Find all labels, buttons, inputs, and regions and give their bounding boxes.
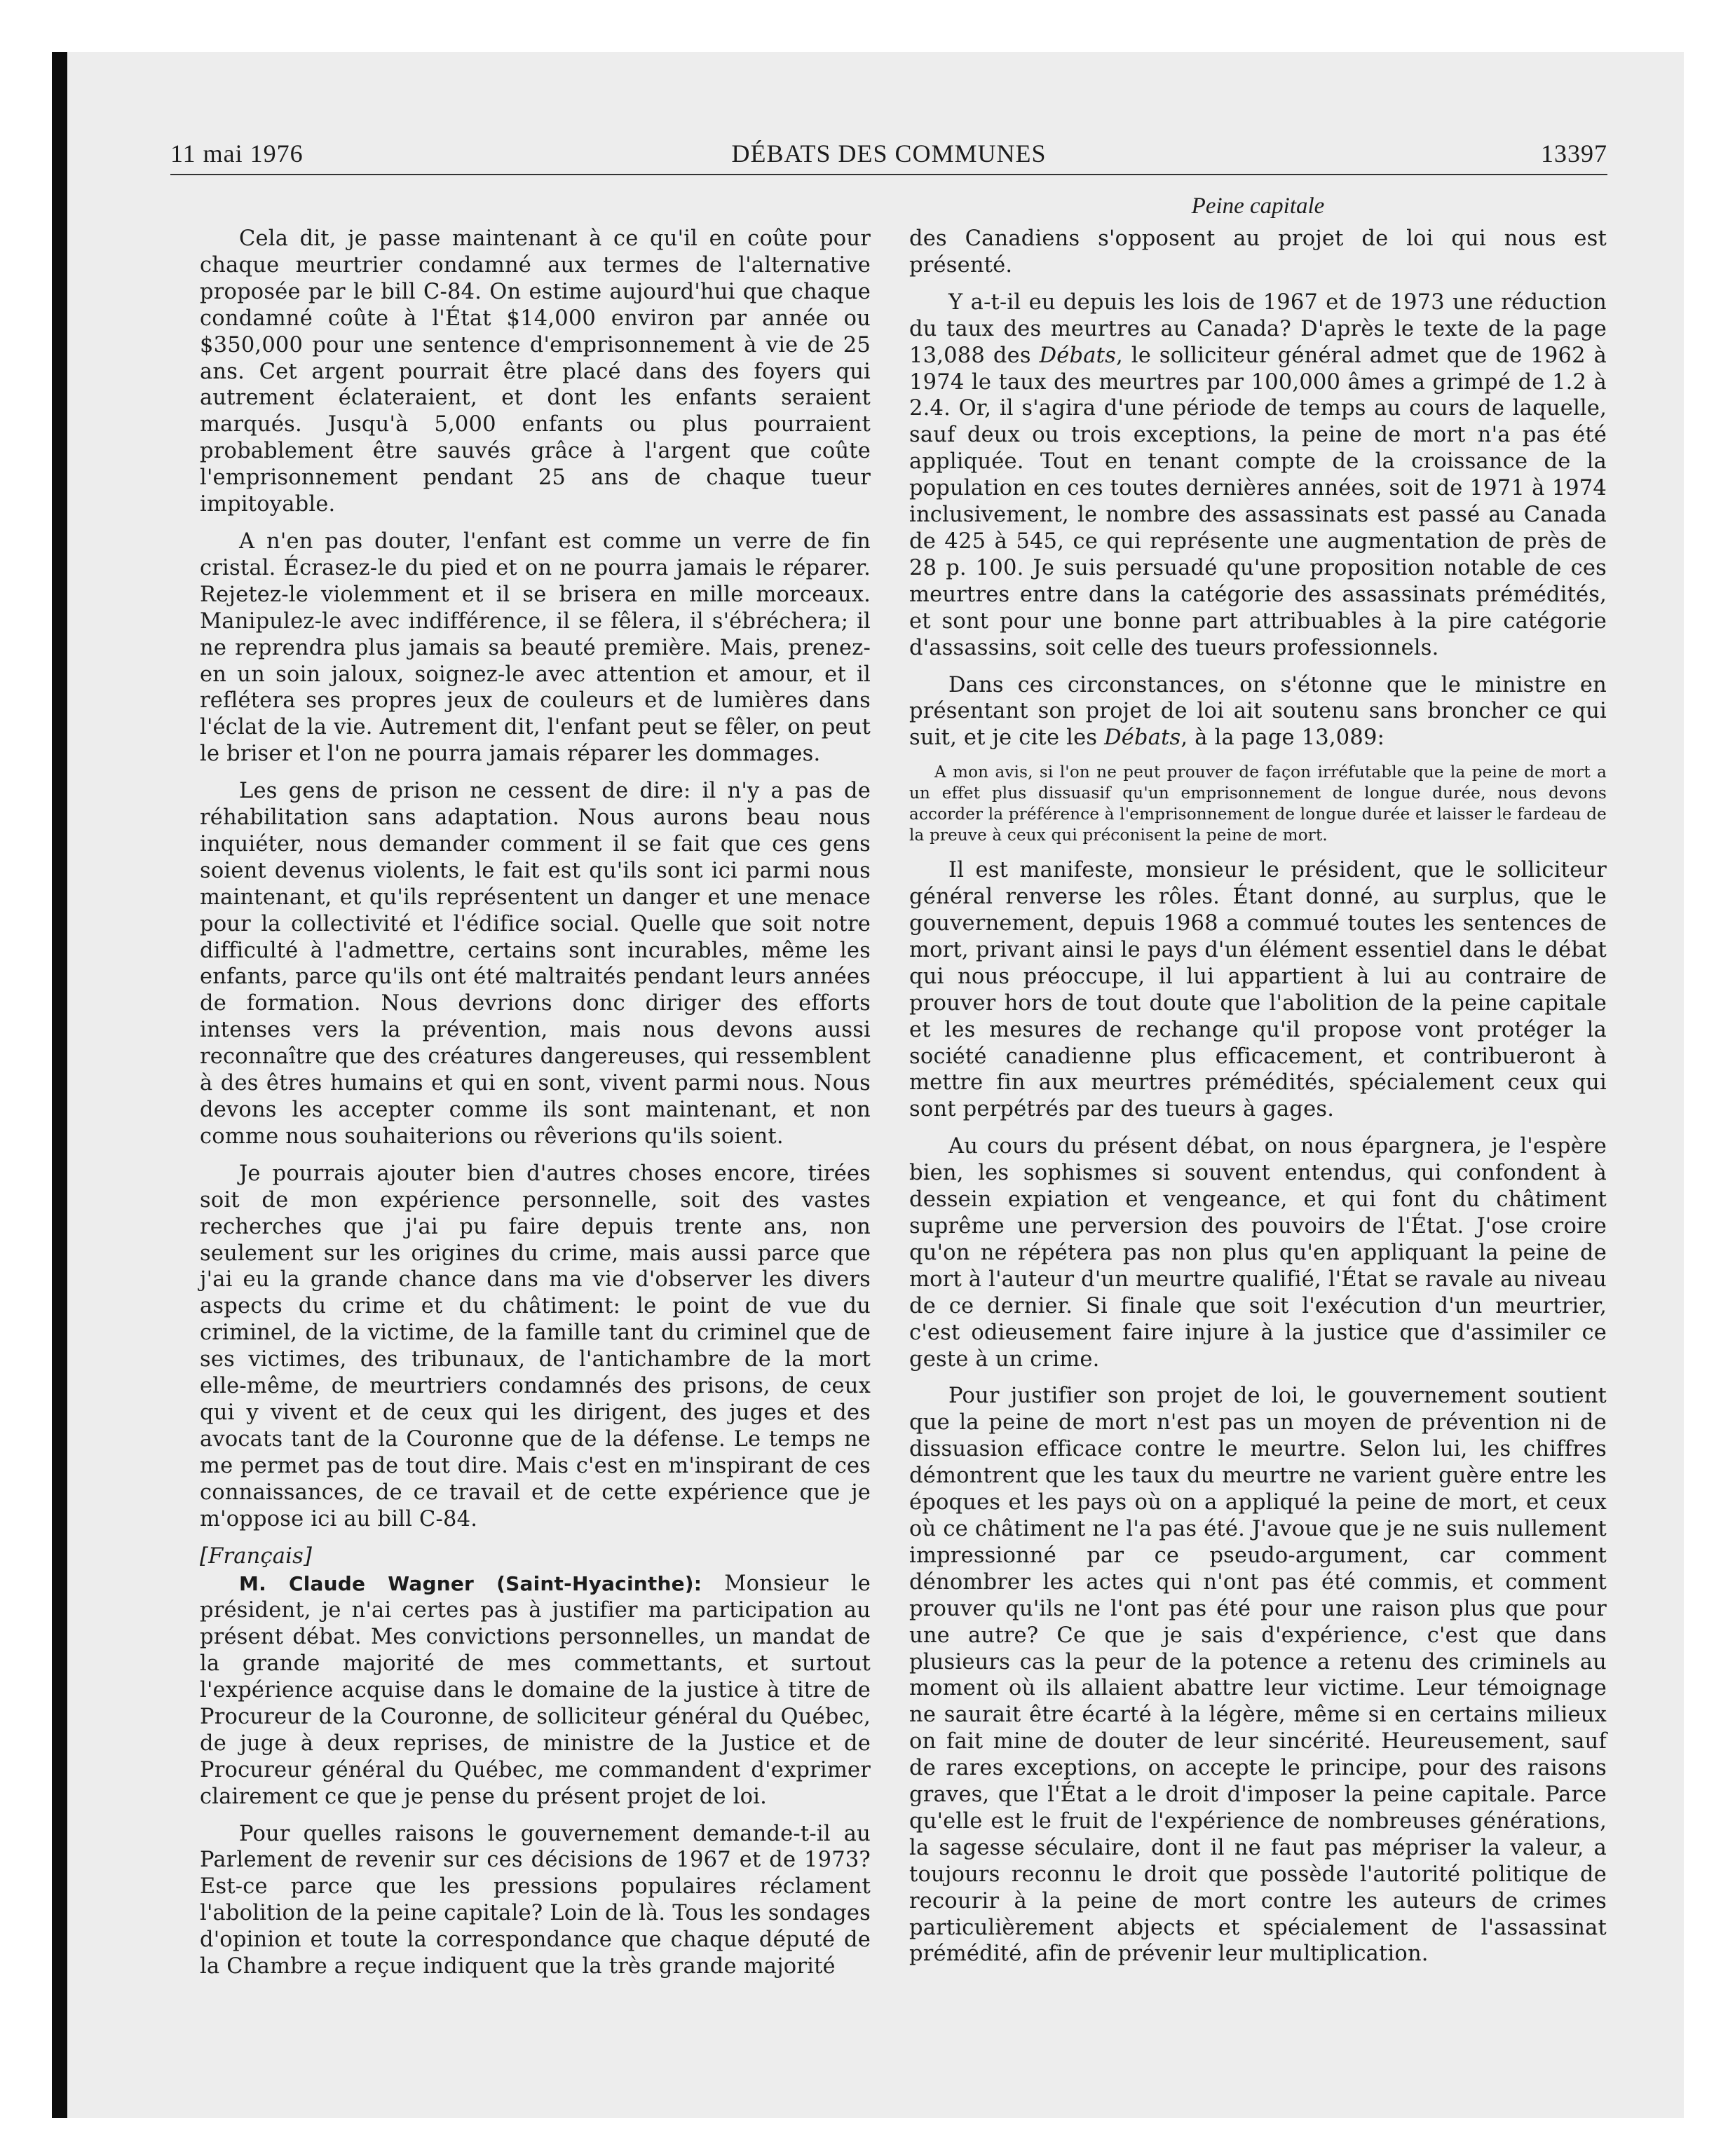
text-run: Dans ces circonstances, on s'étonne que le ministre en présentant son projet de loi ait soutenu sans broncher ce qui suit, et je cite les	[909, 672, 1607, 751]
paragraph: A n'en pas douter, l'enfant est comme un verre de fin cristal. Écrasez-le du pied et on ne pourra jamais le réparer. Rejetez-le violemment et il se brisera en mille morceaux. Manipulez-le avec indifférence, il se fêlera, il s'ébréchera; il ne reprendra plus jamais sa beauté première. Mais, prenez-en un soin jaloux, soignez-le avec attention et amour, et il reflétera ses propres jeux de couleurs et de lumières dans l'éclat de la vie. Autrement dit, l'enfant peut se fêler, on peut le briser et l'on ne pourra jamais réparer les dommages.	[200, 528, 871, 767]
text-run: , à la page 13,089:	[1181, 725, 1385, 751]
paragraph	[909, 672, 1607, 752]
italic-run: Débats	[1104, 725, 1181, 751]
speaker-paragraph	[200, 1571, 871, 1810]
section-subhead: Peine capitale	[1191, 193, 1325, 219]
header-title: DÉBATS DES COMMUNES	[731, 139, 1047, 168]
text-run: Y a-t-il eu depuis les lois de 1967 et de 1973 une réduction du taux des meurtres au Canada? D'après le texte de la page 13,088 des	[909, 289, 1607, 368]
speaker-name: M. Claude Wagner (Saint-Hyacinthe):	[239, 1572, 702, 1596]
paragraph: Au cours du présent débat, on nous épargnera, je l'espère bien, les sophismes si souvent entendus, qui confondent à dessein expiation et vengeance, et qui font du châtiment suprême une perversion des pouvoirs de l'État. J'ose croire qu'on ne répétera pas non plus qu'en appliquant la peine de mort à l'auteur d'un meurtre qualifié, l'État se ravale au niveau de ce dernier. Si finale que soit l'exécution d'un meurtrier, c'est odieusement faire injure à la justice que d'assimiler ce geste à un crime.	[909, 1134, 1607, 1372]
paragraph: Les gens de prison ne cessent de dire: il n'y a pas de réhabilitation sans adaptation. Nous aurons beau nous inquiéter, nous demander comment il se fait que ces gens soient devenus violents, le fait est qu'ils sont ici parmi nous maintenant, et qu'ils représentent un danger et une menace pour la collectivité et l'édifice social. Quelle que soit notre difficulté à l'admettre, certains sont incurables, même les enfants, parce qu'ils ont été maltraités pendant leurs années de formation. Nous devrions donc diriger des efforts intenses vers la prévention, mais nous devons aussi reconnaître que des créatures dangereuses, qui ressemblent à des êtres humains et qui en sont, vivent parmi nous. Nous devons les accepter comme ils sont maintenant, et non comme nous souhaiterions ou rêverions qu'ils soient.	[200, 779, 871, 1149]
page-header	[170, 136, 1607, 175]
language-note: [Français]	[200, 1543, 313, 1569]
paragraph: Je pourrais ajouter bien d'autres choses encore, tirées soit de mon expérience personnelle, soit des vastes recherches que j'ai pu faire depuis trente ans, non seulement sur les origines du crime, mais aussi parce que j'ai eu la grande chance dans ma vie d'observer les divers aspects du crime et du châtiment: le point de vue du criminel, de la victime, de la famille tant du criminel que de ses victimes, des tribunaux, de l'antichambre de la mort elle-même, de meurtriers condamnés des prisons, de ceux qui y vivent et de ceux qui les dirigent, des juges et des avocats tant de la Couronne que de la défense. Le temps ne me permet pas de tout dire. Mais c'est en m'inspirant de ces connaissances, de ce travail et de cette expérience que je m'oppose ici au bill C-84.	[200, 1161, 871, 1531]
paragraph: Il est manifeste, monsieur le président, que le solliciteur général renverse les rôles. Étant donné, au surplus, que le gouvernement, depuis 1968 a commué toutes les sentences de mort, privant ainsi le pays d'un élément essentiel dans le débat qui nous préoccupe, il lui appartient à lui au contraire de prouver hors de tout doute que l'abolition de la peine capitale et les mesures de rechange qu'il propose vont protéger la société canadienne plus efficacement, et contribueront à mettre fin aux meurtres prémédités, spécialement ceux qui sont perpétrés par des tueurs à gages.	[909, 858, 1607, 1122]
left-column	[200, 226, 871, 1991]
speech-text: Monsieur le président, je n'ai certes pas à justifier ma participation au présent débat. Mes convictions personnelles, un mandat de la grande majorité de mes commettants, et surtout l'expérience acquise dans le domaine de la justice à titre de Procureur de la Couronne, de solliciteur général du Québec, de juge à deux reprises, de ministre de la Justice et de Procureur général du Québec, me commandent d'exprimer clairement ce que je pense du présent projet de loi.	[200, 1571, 871, 1809]
right-column	[909, 226, 1607, 1978]
scan-binding-edge	[52, 52, 67, 2118]
block-quote: A mon avis, si l'on ne peut prouver de façon irréfutable que la peine de mort a un effet plus dissuasif qu'un emprisonnement de longue durée, nous devons accorder la préférence à l'emprisonnement de longue durée et laisser le fardeau de la preuve à ceux qui préconisent la peine de mort.	[909, 763, 1607, 845]
text-run: , le solliciteur général admet que de 1962 à 1974 le taux des meurtres par 100,000 âmes a grimpé de 1.2 à 2.4. Or, il s'agira d'une période de temps au cours de laquelle, sauf deux ou trois exceptions, la peine de mort n'a pas été appliquée. Tout en tenant compte de la croissance de la population en ces toutes dernières années, soit de 1971 à 1974 inclusivement, le nombre des assassinats est passé au Canada de 425 à 545, ce qui représente une augmentation de près de 28 p. 100. Je suis persuadé qu'une proposition notable de ces meurtres entre dans la catégorie des assassinats prémédités, et sont pour une bonne part attribuables à la pire catégorie d'assassins, soit celle des tueurs professionnels.	[909, 343, 1607, 660]
paragraph: Pour justifier son projet de loi, le gouvernement soutient que la peine de mort n'est pas un moyen de prévention ni de dissuasion efficace contre le meurtre. Selon lui, les chiffres démontrent que les taux du meurtre ne varient guère entre les époques et les pays où on a appliqué la peine de mort, et ceux où ce châtiment ne l'a pas été. J'avoue que je ne suis nullement impressionné par ce pseudo-argument, car comment dénombrer les actes qui n'ont pas été commis, et comment prouver qu'ils ne l'ont pas été pour une raison plus que pour une autre? Ce que je sais d'expérience, c'est que dans plusieurs cas la peur de la potence a retenu des criminels au moment où ils allaient abattre leur victime. Leur témoignage ne saurait être écarté à la légère, même si en certains milieux on fait mine de douter de leur sincérité. Heureusement, sauf de rares exceptions, on accepte le principe, pour des raisons graves, que l'État a le droit d'imposer la peine capitale. Parce qu'elle est le fruit de l'expérience de nombreuses générations, la sagesse séculaire, dont il ne faut pas mépriser la valeur, a toujours reconnu le droit que possède l'autorité politique de recourir à la peine de mort contre les auteurs de crimes particulièrement abjects et spécialement de l'assassinat prémédité, afin de prévenir leur multiplication.	[909, 1384, 1607, 1967]
header-date: 11 mai 1976	[170, 139, 304, 168]
page-number: 13397	[1541, 139, 1607, 168]
paragraph: Pour quelles raisons le gouvernement demande-t-il au Parlement de revenir sur ces décisions de 1967 et de 1973? Est-ce parce que les pressions populaires réclament l'abolition de la peine capitale? Loin de là. Tous les sondages d'opinion et toute la correspondance que chaque député de la Chambre a reçue indiquent que la très grande majorité	[200, 1821, 871, 1979]
paragraph	[909, 289, 1607, 662]
paragraph: des Canadiens s'opposent au projet de loi qui nous est présenté.	[909, 226, 1607, 278]
paragraph: Cela dit, je passe maintenant à ce qu'il en coûte pour chaque meurtrier condamné aux termes de l'alternative proposée par le bill C-84. On estime aujourd'hui que chaque condamné coûte à l'État $14,000 environ par année ou $350,000 pour une sentence d'emprisonnement à vie de 25 ans. Cet argent pourrait être placé dans des foyers qui autrement éclateraient, et dont les enfants seraient marqués. Jusqu'à 5,000 enfants ou plus pourraient probablement être sauvés grâce à l'argent que coûte l'emprisonnement pendant 25 ans de chaque tueur impitoyable.	[200, 226, 871, 517]
italic-run: Débats	[1039, 343, 1116, 368]
